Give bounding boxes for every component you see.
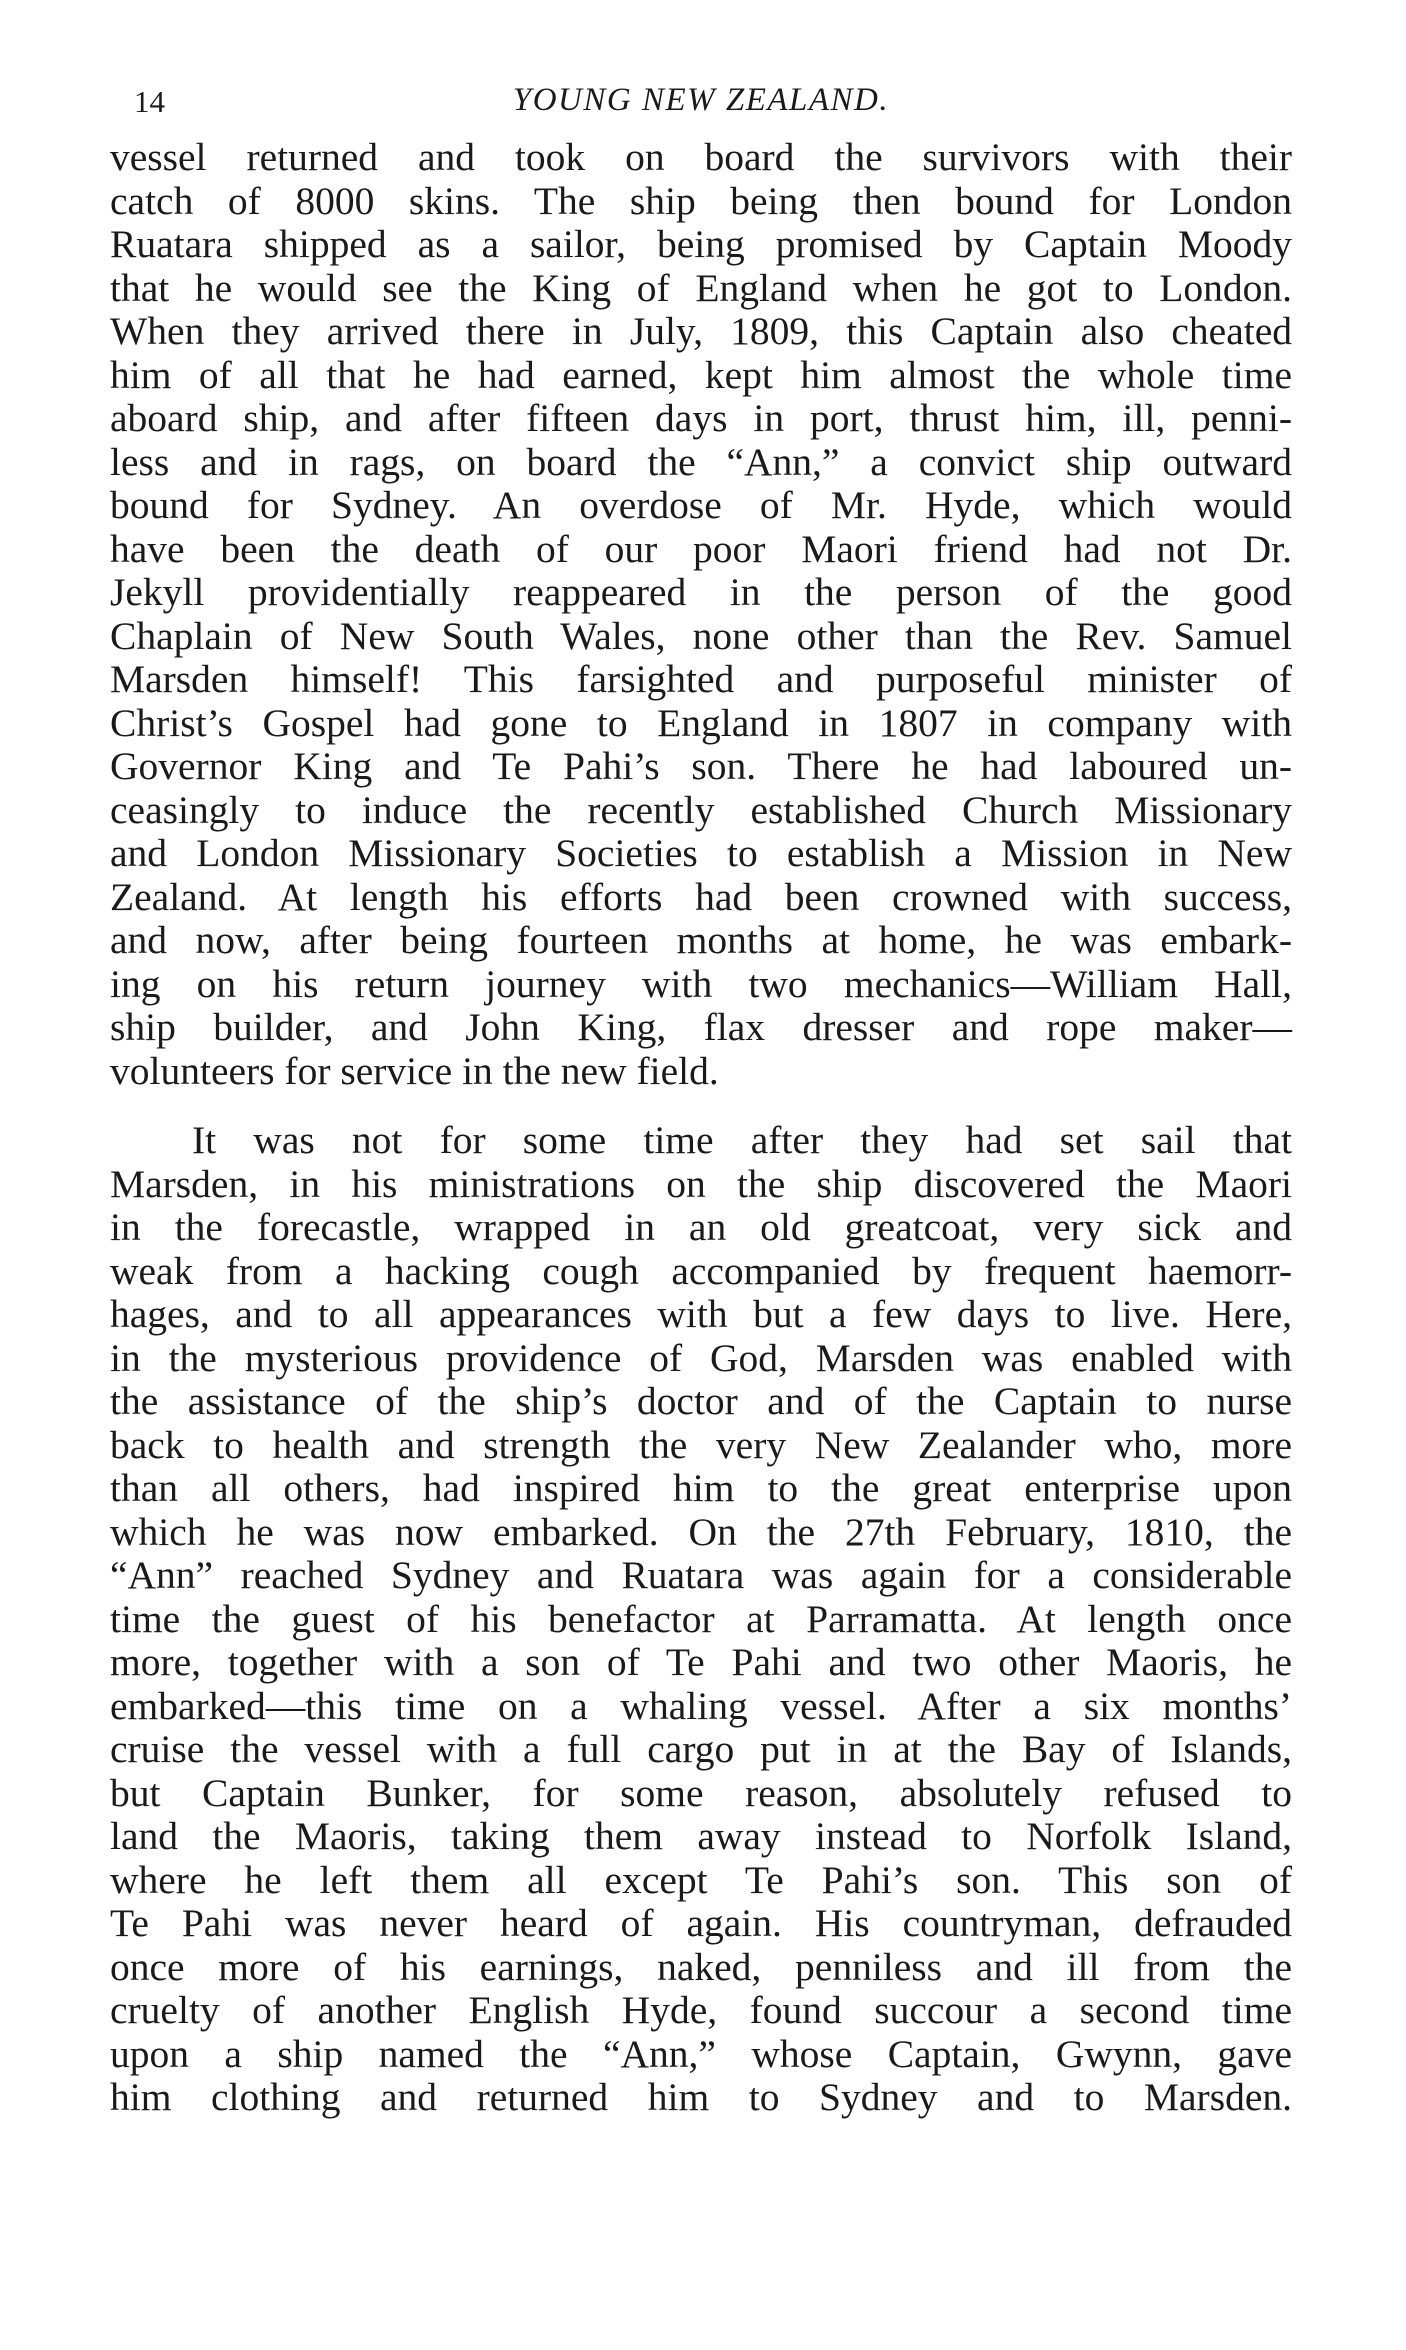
text-line: which he was now embarked. On the 27th February, 1810, the [110, 1509, 1292, 1554]
text-line: and now, after being fourteen months at home, he was embark- [110, 918, 1292, 962]
paragraph-gap [110, 1093, 1292, 1119]
text-line: When they arrived there in July, 1809, this Captain also cheated [110, 309, 1292, 353]
paragraph-1 [110, 136, 1292, 1093]
text-line: It was not for some time after they had set sail that [192, 1118, 1292, 1162]
text-line: that he would see the King of England when he got to London. [110, 265, 1292, 310]
text-line: ceasingly to induce the recently established Church Missionary [110, 787, 1292, 832]
paragraph-2 [110, 1119, 1292, 2120]
text-line: land the Maoris, taking them away instead to Norfolk Island, [110, 1814, 1292, 1858]
text-line: “Ann” reached Sydney and Ruatara was again for a considerable [110, 1553, 1292, 1597]
text-line: Jekyll providentially reappeared in the person of the good [110, 570, 1292, 614]
text-line: Marsden, in his ministrations on the ship discovered the Maori [110, 1161, 1292, 1206]
text-line: Chaplain of New South Wales, none other than the Rev. Samuel [110, 613, 1292, 658]
text-line: cruise the vessel with a full cargo put in at the Bay of Islands, [110, 1727, 1292, 1771]
text-line: ing on his return journey with two mechanics—William Hall, [110, 961, 1292, 1006]
text-line: have been the death of our poor Maori friend had not Dr. [110, 526, 1292, 571]
text-line: less and in rags, on board the “Ann,” a convict ship outward [110, 439, 1292, 484]
text-line: Te Pahi was never heard of again. His countryman, defrauded [110, 1901, 1292, 1945]
text-line: and London Missionary Societies to establish a Mission in New [110, 831, 1292, 875]
page-number: 14 [134, 84, 165, 119]
text-line: him clothing and returned him to Sydney and to Marsden. [110, 2075, 1292, 2119]
text-line: but Captain Bunker, for some reason, absolutely refused to [110, 1770, 1292, 1815]
body-text [110, 136, 1292, 2120]
text-line: weak from a hacking cough accompanied by frequent haemorr- [110, 1248, 1292, 1293]
text-line: volunteers for service in the new field. [110, 1048, 719, 1093]
text-line: the assistance of the ship’s doctor and of the Captain to nurse [110, 1379, 1292, 1423]
text-line: time the guest of his benefactor at Parramatta. At length once [110, 1596, 1292, 1641]
text-line: him of all that he had earned, kept him almost the whole time [110, 352, 1292, 397]
text-line: once more of his earnings, naked, penniless and ill from the [110, 1944, 1292, 1989]
running-head [110, 78, 1292, 136]
text-line: cruelty of another English Hyde, found succour a second time [110, 1988, 1292, 2032]
text-line: Zealand. At length his efforts had been crowned with success, [110, 874, 1292, 919]
text-line: ship builder, and John King, flax dresser and rope maker— [110, 1005, 1292, 1049]
text-line: upon a ship named the “Ann,” whose Captain, Gwynn, gave [110, 2031, 1292, 2076]
text-line: bound for Sydney. An overdose of Mr. Hyde, which would [110, 483, 1292, 527]
text-line: Marsden himself! This farsighted and purposeful minister of [110, 657, 1292, 701]
text-line: than all others, had inspired him to the great enterprise upon [110, 1466, 1292, 1510]
text-line: where he left them all except Te Pahi’s son. This son of [110, 1857, 1292, 1902]
text-line: Ruatara shipped as a sailor, being promised by Captain Moody [110, 222, 1292, 266]
text-line: in the forecastle, wrapped in an old greatcoat, very sick and [110, 1205, 1292, 1249]
running-title: YOUNG NEW ZEALAND. [512, 82, 890, 118]
text-line: hages, and to all appearances with but a few days to live. Here, [110, 1292, 1292, 1336]
text-line: embarked—this time on a whaling vessel. After a six months’ [110, 1683, 1292, 1728]
text-line: catch of 8000 skins. The ship being then bound for London [110, 178, 1292, 223]
book-page [110, 78, 1292, 2120]
text-line: more, together with a son of Te Pahi and two other Maoris, he [110, 1640, 1292, 1684]
text-line: back to health and strength the very New Zealander who, more [110, 1422, 1292, 1467]
text-line: aboard ship, and after fifteen days in port, thrust him, ill, penni- [110, 396, 1292, 440]
text-line: Christ’s Gospel had gone to England in 1807 in company with [110, 700, 1292, 745]
text-line: in the mysterious providence of God, Marsden was enabled with [110, 1335, 1292, 1380]
text-line: Governor King and Te Pahi’s son. There he had laboured un- [110, 744, 1292, 788]
text-line: vessel returned and took on board the survivors with their [110, 135, 1292, 179]
